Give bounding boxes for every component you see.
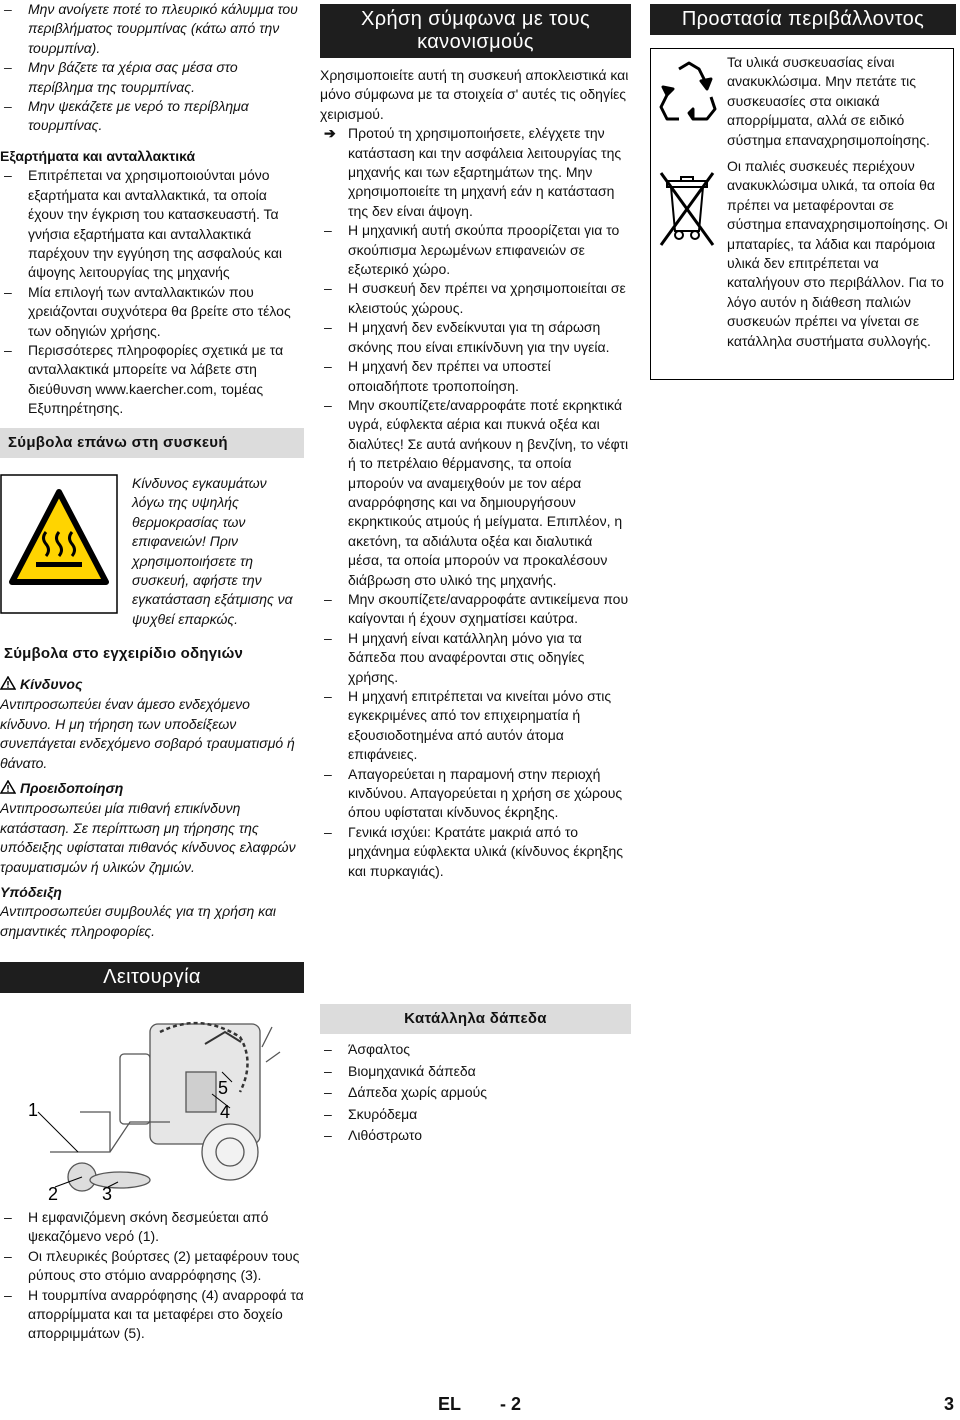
list-item: – Η μηχανική αυτή σκούπα προορίζεται για το σκούπισμα λερωμένων επιφανειών σε εξωτερικό χώρο. (320, 221, 631, 279)
list-item: – Οι πλευρικές βούρτσες (2) μεταφέρουν τους ρύπους στο στόμιο αναρρόφησης (3). (0, 1247, 304, 1286)
manual-symbols (0, 675, 300, 941)
note-text: Αντιπροσωπεύει συμβουλές για τη χρήση και σημαντικές πληροφορίες. (0, 903, 277, 939)
list-item: – Μην βάζετε τα χέρια σας μέσα στο περίβλημα της τουρμπίνας. (0, 58, 304, 97)
danger-text: Αντιπροσωπεύει έναν άμεσο ενδεχόμενο κίνδυνο. Η μη τήρηση των υποδείξεων συνεπάγεται ενδεχόμενο σοβαρό τραυματισμό ή θάνατο. (0, 696, 295, 771)
intro-text: Χρησιμοποιείτε αυτή τη συσκευή αποκλειστικά και μόνο σύμφωνα με τα στοιχεία σ' αυτές τις οδηγίες χειρισμού. (320, 67, 629, 122)
floors-list (320, 1039, 631, 1147)
warning-label: Προειδοποίηση (20, 780, 124, 797)
turbine-warnings (0, 0, 304, 136)
list-item: – Η μηχανή επιτρέπεται να κινείται μόνο στις εγκεκριμένες από τον επιχειρηματία ή εξουσιοδοτημένα από αυτόν άτομα επιφάνειες. (320, 687, 631, 765)
callout-2: 2 (48, 1184, 59, 1204)
list-item: – Μην σκουπίζετε/αναρροφάτε αντικείμενα που καίγονται ή έχουν σχηματίσει καύτρα. (320, 590, 631, 629)
callout-4: 4 (220, 1102, 231, 1122)
crossed-bin-icon (657, 167, 717, 251)
list-item: – Η εμφανιζόμενη σκόνη δεσμεύεται από ψεκαζόμενο νερό (1). (0, 1208, 304, 1247)
list-item: – Περισσότερες πληροφορίες σχετικά με τα ανταλλακτικά μπορείτε να λάβετε στη διεύθυνση www.kaercher.com, τομέας Εξυπηρέτησης. (0, 341, 304, 419)
list-item: – Μην ψεκάζετε με νερό το περίβλημα τουρμπίνας. (0, 97, 304, 136)
hot-surface-icon (0, 474, 118, 614)
environment-box (650, 48, 954, 380)
list-item: – Μην σκουπίζετε/αναρροφάτε ποτέ εκρηκτικά υγρά, εύφλεκτα αέρια και πυκνά οξέα και διαλύτες! Σε αυτά ανήκουν η βενζίνη, το νέφτι ή το πετρέλαιο θέρμανσης, τα οποία μπορούν να αναμειχθούν με τον αέρα αναρρόφησης και να δημιουργήσουν εκρηκτικούς ατμούς ή μείγματα. Επιπλέον, η ακετόνη, τα αδιάλυτα οξέα και διαλυτικά μέσα, τα οποία μπορούν να προκαλέσουν διάβρωση στο υλικό της μηχανής. (320, 396, 631, 590)
list-item: – Σκυρόδεμα (320, 1104, 631, 1126)
list-item: – Μία επιλογή των ανταλλακτικών που χρειάζονται συχνότερα θα βρείτε στο τέλος των οδηγιών χρήσης. (0, 283, 304, 341)
warning-triangle-icon (0, 676, 16, 695)
section-header-device-symbols: Σύμβολα επάνω στη συσκευή (0, 428, 304, 458)
section-header-environment: Προστασία περιβάλλοντος (650, 4, 956, 35)
parts-section (0, 147, 304, 419)
callout-1: 1 (28, 1100, 39, 1120)
weee-text: Οι παλιές συσκευές περιέχουν ανακυκλώσιμα υλικά, τα οποία θα πρέπει να μεταφέρονται σε σύστημα επαναχρησιμοποίησης. Οι μπαταρίες, τα λάδια και παρόμοια υλικά δεν επιτρέπεται να καταλήγουν στο περιβάλλον. Για το λόγο αυτόν η διάθεση παλιών συσκευών πρέπει να γίνεται σε κατάλληλα συστήματα συλλογής. (727, 158, 948, 349)
callout-3: 3 (102, 1184, 113, 1204)
callout-5: 5 (218, 1078, 229, 1098)
warning-triangle-icon (0, 780, 16, 799)
page-label: - 2 (500, 1394, 522, 1414)
list-item: – Η συσκευή δεν πρέπει να χρησιμοποιείται σε κλειστούς χώρους. (320, 279, 631, 318)
page-number: 3 (944, 1394, 955, 1414)
list-item: – Δάπεδα χωρίς αρμούς (320, 1082, 631, 1104)
section-header-operation: Λειτουργία (0, 962, 304, 993)
list-item: – Η μηχανή είναι κατάλληλη μόνο για τα δάπεδα που αναφέρονται στις οδηγίες χρήσης. (320, 629, 631, 687)
section-title: Σύμβολα στο εγχειρίδιο οδηγιών (4, 645, 244, 662)
list-item: – Η μηχανή δεν πρέπει να υποστεί οποιαδήποτε τροποποίηση. (320, 357, 631, 396)
list-item: – Απαγορεύεται η παραμονή στην περιοχή κινδύνου. Απαγορεύεται η χρήση σε χώρους όπου υφίσταται κίνδυνος έκρηξης. (320, 765, 631, 823)
recycle-text: Τα υλικά συσκευασίας είναι ανακυκλώσιμα. Μην πετάτε τις συσκευασίες στα οικιακά απορρίμματα, αλλά σε ειδικό σύστημα επαναχρησιμοποίησης. (727, 54, 930, 148)
arrow-icon: ➔ (324, 125, 336, 142)
recycle-icon (655, 57, 721, 127)
list-item: – Η μηχανή δεν ενδείκνυται για τη σάρωση σκόνης που είναι επικίνδυνη για την υγεία. (320, 318, 631, 357)
warning-text: Αντιπροσωπεύει μία πιθανή επικίνδυνη κατάσταση. Σε περίπτωση μη τήρησης της υπόδειξης υφίσταται πιθανός κίνδυνος ελαφρών τραυματισμών ή υλικών ζημιών. (0, 800, 296, 875)
list-item: – Βιομηχανικά δάπεδα (320, 1061, 631, 1083)
language-code: EL (438, 1394, 462, 1414)
note-label: Υπόδειξη (0, 884, 62, 901)
pre-use-check-text: Προτού τη χρησιμοποιήσετε, ελέγχετε την κατάσταση και την ασφάλεια λειτουργίας της μηχανής και των εξαρτημάτων της. Μην χρησιμοποιείτε τη μηχανή εάν η κατάσταση της δεν είναι άψογη. (348, 125, 622, 219)
list-item: – Μην ανοίγετε ποτέ το πλευρικό κάλυμμα του περιβλήματος τουρμπίνας (κάτω από την τουρμπίνα). (0, 0, 304, 58)
section-header-intended-use: Χρήση σύμφωνα με τους κανονισμούς (320, 4, 631, 58)
intended-use-body (320, 66, 631, 881)
list-item: – Επιτρέπεται να χρησιμοποιούνται μόνο εξαρτήματα και ανταλλακτικά, τα οποία έχουν την έγκριση του κατασκευαστή. Τα γνήσια εξαρτήματα και ανταλλακτικά παρέχουν την εγγύηση της ασφαλούς και άψογης λειτουργίας της μηχανής (0, 166, 304, 282)
hot-surface-description: Κίνδυνος εγκαυμάτων λόγω της υψηλής θερμοκρασίας των επιφανειών! Πριν χρησιμοποιήσετε τη συσκευή, αφήστε την εγκατάσταση εξάτμισης να ψυχθεί επαρκώς. (132, 475, 293, 627)
list-item: – Λιθόστρωτο (320, 1125, 631, 1147)
list-item: – Γενικά ισχύει: Κρατάτε μακριά από το μηχάνημα εύφλεκτα υλικά (κίνδυνος έκρηξης και πυρκαγιάς). (320, 823, 631, 881)
section-header-floors: Κατάλληλα δάπεδα (320, 1004, 631, 1034)
sweeper-diagram (0, 1002, 304, 1204)
list-item: – Άσφαλτος (320, 1039, 631, 1061)
operation-list (0, 1208, 304, 1344)
list-item: – Η τουρμπίνα αναρρόφησης (4) αναρροφά τα απορρίμματα και τα μεταφέρει στο δοχείο απορριμμάτων (5). (0, 1286, 304, 1344)
section-title: Εξαρτήματα και ανταλλακτικά (0, 148, 196, 164)
danger-label: Κίνδυνος (20, 676, 83, 692)
